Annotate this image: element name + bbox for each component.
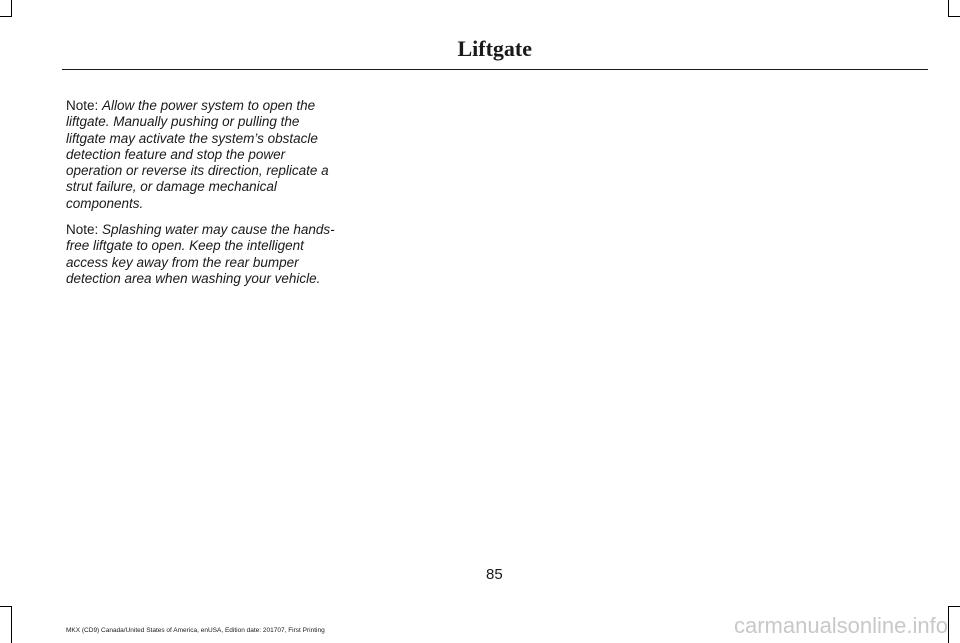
page-number: 85 [486, 566, 503, 583]
content-column [66, 98, 340, 297]
crop-mark-bottom-right-horizontal [948, 606, 960, 607]
crop-mark-top-left-horizontal [0, 16, 12, 17]
note-paragraph [66, 222, 340, 287]
title-divider [62, 69, 928, 70]
page-title: Liftgate [457, 36, 532, 61]
crop-mark-top-left-vertical [11, 0, 12, 16]
crop-mark-bottom-left-vertical [11, 606, 12, 643]
note-text: Splashing water may cause the hands-free liftgate to open. Keep the intelligent access key away from the rear bumper detection area when washing your vehicle. [66, 222, 335, 286]
note-text: Allow the power system to open the liftgate. Manually pushing or pulling the liftgate may activate the system’s obstacle detection feature and stop the power operation or reverse its direction, replicate a strut failure, or damage mechanical components. [66, 98, 329, 211]
crop-mark-top-right-horizontal [948, 16, 960, 17]
crop-mark-top-right-vertical [948, 0, 949, 16]
note-label: Note: [66, 222, 99, 238]
watermark: carmanualsonline.info [733, 613, 948, 638]
crop-mark-bottom-right-vertical [948, 606, 949, 643]
note-label: Note: [66, 98, 99, 113]
crop-mark-bottom-left-horizontal [0, 606, 12, 607]
edition-footer: MKX (CD9) Canada/United States of America, enUSA, Edition date: 201707, First Printing [66, 627, 325, 634]
note-paragraph [66, 98, 340, 212]
